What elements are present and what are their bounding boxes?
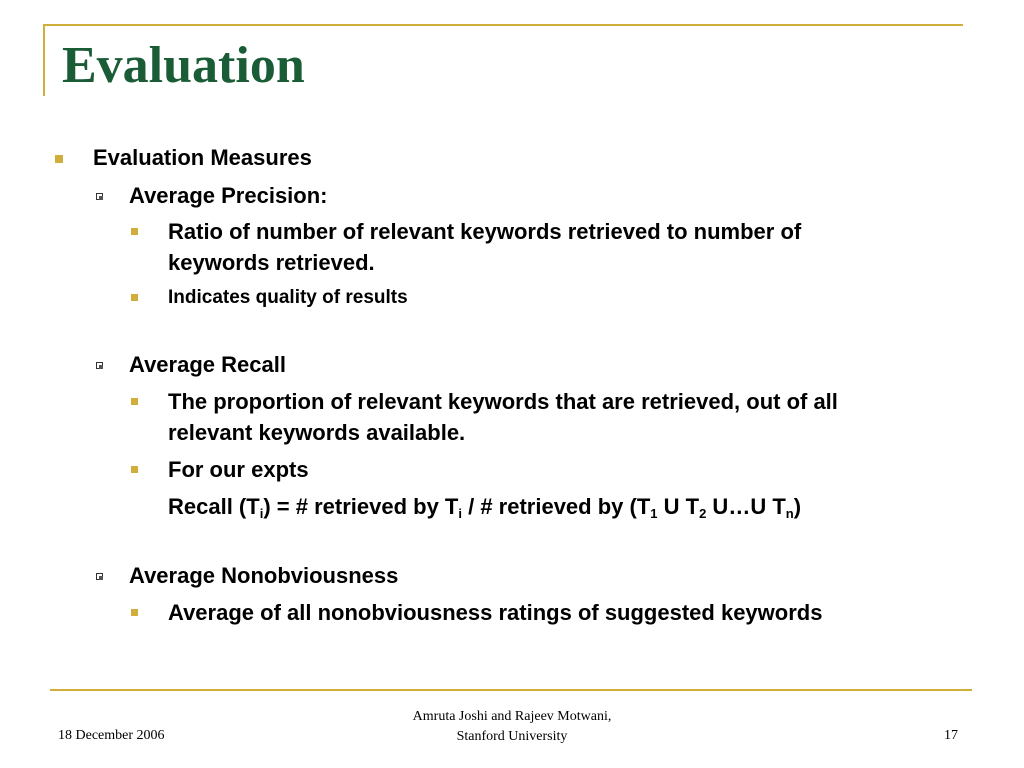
bullet-text: relevant keywords available. <box>168 420 466 445</box>
bullet-text: keywords retrieved. <box>168 250 375 275</box>
footer-page-number: 17 <box>944 728 958 743</box>
bullet-item-average-recall <box>96 349 286 380</box>
slide-title: Evaluation <box>62 37 305 94</box>
footer-authors-line2: Stanford University <box>456 729 568 744</box>
footer-date: 18 December 2006 <box>58 728 165 743</box>
footer-authors-line1: Amruta Joshi and Rajeev Motwani, <box>412 709 612 724</box>
bullet-item-average-precision <box>96 180 328 211</box>
bullet-item-quality <box>131 282 408 313</box>
bullet-item-expts <box>131 454 309 485</box>
square-bullet-icon <box>131 294 138 301</box>
bullet-continuation <box>168 417 465 448</box>
hollow-square-bullet-icon <box>96 362 103 369</box>
bullet-text: Indicates quality of results <box>168 287 408 308</box>
bullet-continuation <box>168 247 375 278</box>
bullet-text: Evaluation Measures <box>93 145 312 170</box>
bullet-text: Average Recall <box>129 352 286 377</box>
footer-authors <box>362 707 662 747</box>
bullet-item-proportion <box>131 386 838 417</box>
bullet-item-average-nonobviousness <box>96 560 398 591</box>
square-bullet-icon <box>131 466 138 473</box>
title-frame-left <box>43 24 45 96</box>
title-frame-top <box>43 24 963 26</box>
square-bullet-icon <box>131 609 138 616</box>
bullet-text: Average of all nonobviousness ratings of suggested keywords <box>168 600 823 625</box>
hollow-square-bullet-icon <box>96 573 103 580</box>
recall-formula <box>168 491 801 522</box>
bullet-item-evaluation-measures <box>55 142 312 173</box>
bullet-text: Ratio of number of relevant keywords retrieved to number of <box>168 219 802 244</box>
footer-divider <box>50 689 972 691</box>
square-bullet-icon <box>131 398 138 405</box>
bullet-text: For our expts <box>168 457 309 482</box>
formula-text: Recall $(T_i)$ = # retrieved by $T_i$ / # retrieved by ($T_1$ U $T_2$ U…U $T_n$) <box>168 494 802 521</box>
bullet-text: Average Precision: <box>129 183 328 208</box>
square-bullet-icon <box>55 155 63 163</box>
bullet-text: The proportion of relevant keywords that are retrieved, out of all <box>168 389 838 414</box>
bullet-text: Average Nonobviousness <box>129 563 399 588</box>
hollow-square-bullet-icon <box>96 193 103 200</box>
square-bullet-icon <box>131 228 138 235</box>
bullet-item-nonobviousness-ratings <box>131 597 822 628</box>
bullet-item-ratio <box>131 216 801 247</box>
